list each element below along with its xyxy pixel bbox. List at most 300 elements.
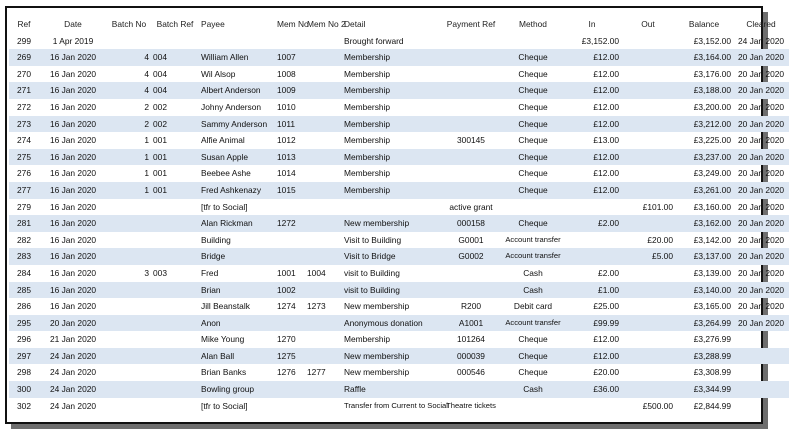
cell-in: £2.00 (598, 267, 619, 278)
table-row (9, 381, 789, 398)
cell-payment-ref: 101264 (457, 334, 485, 345)
cell-mem-no (275, 381, 305, 398)
cell-date: 16 Jan 2020 (39, 182, 107, 199)
cell-payee: Bridge (199, 248, 275, 265)
cell-mem-no: 1270 (277, 334, 296, 345)
cell-balance: £3,137.00 (675, 248, 733, 265)
column-header-out: Out (641, 19, 655, 29)
cell-method: Account transfer (505, 234, 561, 244)
cell-method: Cheque (503, 182, 563, 199)
cell-batch-no (107, 364, 151, 381)
cell-cleared: 20 Jan 2020 (733, 248, 789, 265)
cell-date: 16 Jan 2020 (49, 168, 97, 179)
cell-cleared: 20 Jan 2020 (737, 201, 785, 212)
cell-method: Cash (523, 267, 543, 278)
cell-batch-no: 2 (144, 101, 149, 112)
cell-detail: Membership (344, 68, 391, 79)
column-header-cleared: Cleared (746, 19, 776, 29)
cell-batch-ref: 001 (153, 135, 167, 146)
cell-date: 16 Jan 2020 (39, 248, 107, 265)
cell-detail: Membership (342, 149, 439, 166)
cell-ref: 279 (17, 201, 31, 212)
cell-batch-ref (151, 282, 199, 299)
cell-batch-ref (151, 315, 199, 332)
cell-payment-ref (439, 149, 503, 166)
table-row (9, 132, 789, 149)
cell-batch-no: 1 (144, 168, 149, 179)
column-header-mem-no: Mem No (277, 19, 309, 29)
cell-balance: £3,139.00 (693, 267, 731, 278)
cell-out: £5.00 (621, 248, 675, 265)
cell-payment-ref: 000546 (457, 367, 485, 378)
cell-balance: £3,142.00 (693, 234, 731, 245)
cell-mem-no-2 (305, 66, 342, 83)
cell-batch-no (107, 298, 151, 315)
table-row (9, 182, 789, 199)
cell-balance: £3,237.00 (675, 149, 733, 166)
cell-batch-ref (151, 364, 199, 381)
cell-cleared: 20 Jan 2020 (737, 267, 785, 278)
cell-batch-ref: 002 (151, 116, 199, 133)
cell-batch-no: 1 (144, 135, 149, 146)
cell-date: 24 Jan 2020 (39, 348, 107, 365)
cell-method (503, 398, 563, 415)
cell-batch-ref: 004 (153, 68, 167, 79)
cell-date: 20 Jan 2020 (39, 315, 107, 332)
cell-cleared: 20 Jan 2020 (733, 116, 789, 133)
cell-mem-no: 1001 (277, 267, 296, 278)
cell-payment-ref: 300145 (457, 135, 485, 146)
cell-payee: [tfr to Social] (201, 201, 248, 212)
cell-balance: £3,160.00 (693, 201, 731, 212)
cell-mem-no-2: 1004 (307, 267, 326, 278)
table-row (9, 315, 789, 332)
column-header-date: Date (64, 19, 82, 29)
cell-balance: £3,152.00 (693, 35, 731, 46)
transactions-sheet (5, 6, 785, 424)
cell-detail: visit to Building (342, 282, 439, 299)
cell-balance: £3,225.00 (693, 135, 731, 146)
cell-out (621, 82, 675, 99)
cell-mem-no-2: 1277 (307, 367, 326, 378)
cell-payment-ref (439, 265, 503, 282)
cell-batch-no (107, 282, 151, 299)
cell-payee: [tfr to Social] (201, 400, 248, 411)
cell-cleared: 20 Jan 2020 (733, 82, 789, 99)
cell-in: £12.00 (563, 348, 621, 365)
cell-date: 16 Jan 2020 (39, 149, 107, 166)
cell-mem-no-2 (305, 381, 342, 398)
cell-cleared: 20 Jan 2020 (733, 282, 789, 299)
cell-payment-ref: G0002 (439, 248, 503, 265)
header-row (9, 16, 789, 33)
cell-date: 16 Jan 2020 (39, 282, 107, 299)
cell-method: Cash (503, 282, 563, 299)
cell-out (621, 315, 675, 332)
cell-in: £12.00 (563, 182, 621, 199)
cell-mem-no-2 (305, 132, 342, 149)
cell-ref: 282 (17, 234, 31, 245)
cell-in: £99.99 (563, 315, 621, 332)
cell-out (621, 149, 675, 166)
cell-in: £12.00 (563, 116, 621, 133)
cell-cleared: 20 Jan 2020 (733, 149, 789, 166)
cell-balance: £3,176.00 (693, 68, 731, 79)
cell-payee: William Allen (199, 49, 275, 66)
cell-payee: Jill Beanstalk (201, 301, 250, 312)
cell-ref: 284 (17, 267, 31, 278)
cell-ref: 299 (17, 35, 31, 46)
cell-mem-no-2 (305, 331, 342, 348)
cell-payment-ref (439, 33, 503, 50)
cell-out (621, 33, 675, 50)
cell-detail: Membership (344, 168, 391, 179)
cell-mem-no-2 (305, 116, 342, 133)
cell-batch-ref (151, 298, 199, 315)
cell-batch-no: 4 (107, 82, 151, 99)
cell-mem-no-2 (305, 215, 342, 232)
cell-detail: Visit to Bridge (342, 248, 439, 265)
cell-batch-ref (151, 248, 199, 265)
table-row (9, 66, 789, 83)
cell-detail: Raffle (342, 381, 439, 398)
cell-method: Account transfer (503, 248, 563, 265)
table-row (9, 99, 789, 116)
cell-batch-no: 3 (144, 267, 149, 278)
cell-date: 16 Jan 2020 (49, 101, 97, 112)
cell-out (621, 348, 675, 365)
cell-batch-no (107, 215, 151, 232)
cell-mem-no: 1009 (275, 82, 305, 99)
cell-ref: 302 (17, 400, 31, 411)
cell-payment-ref (439, 82, 503, 99)
cell-payee: Sammy Anderson (199, 116, 275, 133)
cell-batch-ref: 003 (153, 267, 167, 278)
cell-mem-no: 1274 (277, 301, 296, 312)
cell-mem-no: 1011 (275, 116, 305, 133)
cell-out (621, 132, 675, 149)
cell-method: Cheque (503, 348, 563, 365)
cell-in: £12.00 (593, 68, 619, 79)
table-row (9, 298, 789, 315)
cell-detail: Membership (342, 49, 439, 66)
cell-detail: Membership (344, 334, 391, 345)
cell-balance: £3,212.00 (675, 116, 733, 133)
cell-cleared: 24 Jan 2020 (737, 35, 785, 46)
cell-payee: Building (201, 234, 231, 245)
cell-cleared: 20 Jan 2020 (737, 168, 785, 179)
table-row (9, 116, 789, 133)
cell-out (621, 99, 675, 116)
cell-date: 16 Jan 2020 (39, 82, 107, 99)
cell-mem-no (275, 398, 305, 415)
cell-batch-ref (151, 199, 199, 216)
cell-mem-no: 1013 (275, 149, 305, 166)
table-row (9, 348, 789, 365)
cell-batch-ref (151, 215, 199, 232)
cell-mem-no: 1007 (275, 49, 305, 66)
cell-mem-no-2 (305, 248, 342, 265)
cell-in: £13.00 (593, 135, 619, 146)
cell-batch-no: 1 (107, 149, 151, 166)
cell-method: Cheque (518, 135, 548, 146)
cell-payment-ref (439, 381, 503, 398)
cell-payment-ref: Theatre tickets (446, 400, 496, 410)
frame-shadow-bottom (11, 424, 768, 429)
cell-balance: £2,844.99 (693, 400, 731, 411)
cell-payment-ref: A1001 (439, 315, 503, 332)
cell-out (621, 182, 675, 199)
cell-mem-no: 1275 (275, 348, 305, 365)
cell-out (621, 282, 675, 299)
transactions-table (9, 16, 789, 414)
cell-ref: 276 (17, 168, 31, 179)
cell-method: Cheque (503, 149, 563, 166)
cell-balance: £3,288.99 (675, 348, 733, 365)
cell-payment-ref: active grant (449, 201, 493, 212)
cell-mem-no-2 (305, 149, 342, 166)
cell-cleared: 20 Jan 2020 (733, 215, 789, 232)
cell-cleared (733, 364, 789, 381)
cell-balance: £3,162.00 (675, 215, 733, 232)
column-header-mem-no-2: Mem No 2 (307, 19, 346, 29)
cell-ref: 296 (17, 334, 31, 345)
cell-mem-no (275, 315, 305, 332)
cell-in (563, 232, 621, 249)
cell-in: £12.00 (593, 334, 619, 345)
cell-detail: Membership (342, 116, 439, 133)
cell-batch-ref (151, 33, 199, 50)
cell-detail: New membership (342, 348, 439, 365)
cell-balance: £3,308.99 (693, 367, 731, 378)
cell-payment-ref (439, 165, 503, 182)
cell-batch-no (107, 33, 151, 50)
cell-ref: 270 (17, 68, 31, 79)
cell-batch-ref: 001 (151, 149, 199, 166)
cell-mem-no-2 (305, 33, 342, 50)
cell-mem-no (275, 199, 305, 216)
cell-balance: £3,200.00 (693, 101, 731, 112)
cell-payment-ref: G0001 (458, 234, 484, 245)
cell-date: 16 Jan 2020 (39, 49, 107, 66)
cell-method: Cheque (503, 215, 563, 232)
column-header-batch-no: Batch No (111, 19, 147, 29)
cell-in (563, 199, 621, 216)
cell-date: 16 Jan 2020 (49, 301, 97, 312)
table-row (9, 215, 789, 232)
cell-in: £25.00 (593, 301, 619, 312)
cell-method: Cheque (518, 367, 548, 378)
cell-payment-ref: 000039 (439, 348, 503, 365)
cell-batch-ref (151, 331, 199, 348)
cell-ref: 285 (9, 282, 39, 299)
cell-payee: Fred Ashkenazy (199, 182, 275, 199)
cell-date: 16 Jan 2020 (49, 135, 97, 146)
cell-batch-no (107, 381, 151, 398)
cell-method: Cheque (503, 49, 563, 66)
cell-payment-ref (439, 66, 503, 83)
cell-payee: Beebee Ashe (201, 168, 251, 179)
cell-batch-no (107, 331, 151, 348)
cell-mem-no: 1015 (275, 182, 305, 199)
cell-in: £2.00 (563, 215, 621, 232)
cell-date: 16 Jan 2020 (39, 116, 107, 133)
cell-cleared: 20 Jan 2020 (737, 135, 785, 146)
cell-ref: 275 (9, 149, 39, 166)
cell-out: £20.00 (647, 234, 673, 245)
cell-balance: £3,264.99 (675, 315, 733, 332)
column-header-ref: Ref (17, 19, 31, 29)
cell-method: Cash (503, 381, 563, 398)
cell-cleared: 20 Jan 2020 (733, 315, 789, 332)
cell-mem-no: 1272 (275, 215, 305, 232)
cell-in: £1.00 (563, 282, 621, 299)
cell-batch-no (107, 348, 151, 365)
cell-ref: 274 (17, 135, 31, 146)
cell-method: Cheque (518, 168, 548, 179)
cell-detail: Membership (342, 82, 439, 99)
cell-payee: Alan Rickman (199, 215, 275, 232)
cell-in: £12.00 (593, 101, 619, 112)
cell-detail: Membership (342, 182, 439, 199)
table-row (9, 282, 789, 299)
cell-mem-no-2 (305, 182, 342, 199)
cell-ref: 297 (9, 348, 39, 365)
cell-ref: 286 (17, 301, 31, 312)
cell-date: 24 Jan 2020 (49, 400, 97, 411)
cell-date: 1 Apr 2019 (52, 35, 94, 46)
cell-method: Cheque (518, 334, 548, 345)
cell-batch-ref: 001 (153, 168, 167, 179)
cell-out (621, 215, 675, 232)
cell-mem-no: 1002 (275, 282, 305, 299)
cell-detail: Brought forward (344, 35, 404, 46)
cell-payment-ref: R200 (460, 301, 482, 312)
cell-out (621, 381, 675, 398)
column-header-batch-ref: Batch Ref (156, 19, 194, 29)
cell-out (621, 116, 675, 133)
cell-batch-no: 4 (144, 68, 149, 79)
cell-in: £36.00 (563, 381, 621, 398)
table-body (9, 33, 789, 415)
table-row (9, 49, 789, 66)
cell-cleared: 20 Jan 2020 (737, 301, 785, 312)
cell-mem-no-2 (305, 315, 342, 332)
cell-mem-no (275, 248, 305, 265)
cell-mem-no: 1010 (277, 101, 296, 112)
cell-detail: visit to Building (344, 267, 400, 278)
column-header-detail: Detail (344, 19, 366, 29)
cell-method: Cheque (518, 101, 548, 112)
cell-batch-ref (151, 398, 199, 415)
cell-cleared: 20 Jan 2020 (737, 101, 785, 112)
cell-out: £101.00 (642, 201, 673, 212)
table-row (9, 232, 789, 249)
cell-method: Cheque (503, 116, 563, 133)
cell-date: 24 Jan 2020 (49, 367, 97, 378)
table-row (9, 149, 789, 166)
cell-method: Cheque (518, 68, 548, 79)
cell-method: Account transfer (503, 315, 563, 332)
cell-mem-no: 1276 (277, 367, 296, 378)
cell-balance: £3,276.99 (693, 334, 731, 345)
cell-payee (199, 33, 275, 50)
cell-detail: New membership (342, 215, 439, 232)
cell-payee: Fred (201, 267, 219, 278)
cell-batch-ref: 002 (153, 101, 167, 112)
cell-out (621, 49, 675, 66)
cell-ref: 273 (9, 116, 39, 133)
cell-out (621, 265, 675, 282)
cell-batch-no (107, 398, 151, 415)
column-header-balance: Balance (688, 19, 720, 29)
cell-ref: 277 (9, 182, 39, 199)
cell-cleared (733, 331, 789, 348)
cell-date: 21 Jan 2020 (49, 334, 97, 345)
cell-out (621, 364, 675, 381)
cell-detail: Anonymous donation (342, 315, 439, 332)
cell-payee: Alfie Animal (201, 135, 245, 146)
cell-batch-no (107, 248, 151, 265)
cell-detail: Visit to Building (344, 234, 402, 245)
cell-payment-ref: 000158 (439, 215, 503, 232)
cell-payment-ref (439, 282, 503, 299)
cell-cleared (733, 381, 789, 398)
cell-payee: Alan Ball (199, 348, 275, 365)
cell-out (621, 66, 675, 83)
cell-batch-no (107, 232, 151, 249)
cell-in: £3,152.00 (581, 35, 619, 46)
table-row (9, 33, 789, 50)
column-header-payee: Payee (201, 19, 225, 29)
cell-balance: £3,261.00 (675, 182, 733, 199)
cell-mem-no-2 (305, 165, 342, 182)
cell-batch-no (107, 199, 151, 216)
cell-balance: £3,188.00 (675, 82, 733, 99)
cell-method: Debit card (513, 301, 553, 312)
cell-balance: £3,165.00 (693, 301, 731, 312)
table-row (9, 199, 789, 216)
cell-balance: £3,344.99 (675, 381, 733, 398)
cell-batch-ref (151, 381, 199, 398)
cell-mem-no-2 (305, 49, 342, 66)
cell-out (621, 165, 675, 182)
cell-in (563, 398, 621, 415)
cell-payment-ref (439, 182, 503, 199)
cell-payment-ref (439, 99, 503, 116)
cell-method (503, 33, 563, 50)
cell-batch-ref: 001 (151, 182, 199, 199)
cell-method: Cheque (503, 82, 563, 99)
cell-date: 16 Jan 2020 (39, 215, 107, 232)
cell-out (621, 331, 675, 348)
cell-cleared (733, 348, 789, 365)
cell-date: 24 Jan 2020 (39, 381, 107, 398)
table-row (9, 364, 789, 381)
cell-payee: Brian (199, 282, 275, 299)
cell-date: 16 Jan 2020 (49, 234, 97, 245)
cell-out (621, 298, 675, 315)
cell-mem-no: 1012 (277, 135, 296, 146)
cell-detail: Membership (344, 135, 391, 146)
cell-method (503, 199, 563, 216)
cell-payee: Anon (199, 315, 275, 332)
cell-cleared (733, 398, 789, 415)
cell-payee: Susan Apple (199, 149, 275, 166)
cell-detail: New membership (344, 367, 410, 378)
cell-ref: 283 (9, 248, 39, 265)
cell-ref: 298 (17, 367, 31, 378)
